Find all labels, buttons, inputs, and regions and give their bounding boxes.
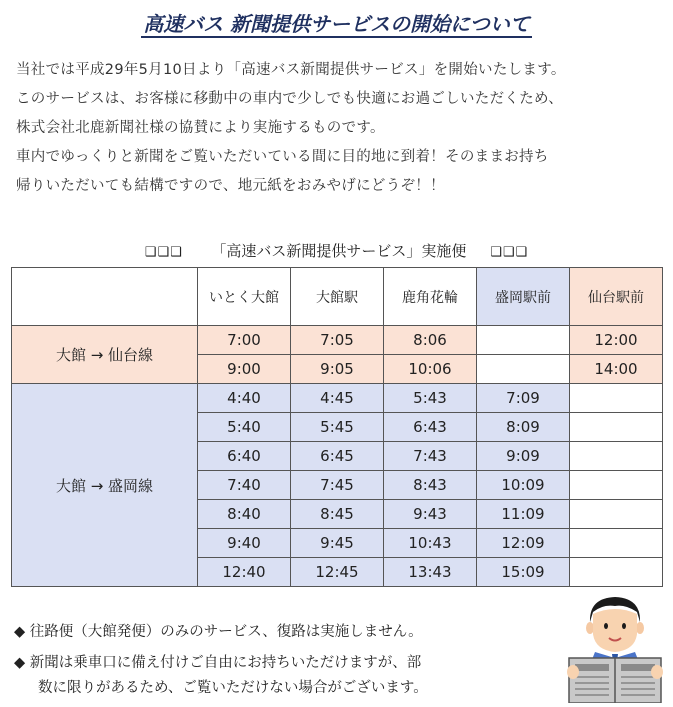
time-cell: 13:43 xyxy=(384,558,477,587)
note-text: 往路便（大館発便）のみのサービス、復路は実施しません。 xyxy=(29,624,423,640)
time-cell: 9:09 xyxy=(477,442,570,471)
time-cell xyxy=(570,471,663,500)
intro-line: 帰りいただいても結構ですので、地元紙をおみやげにどうぞ！！ xyxy=(16,178,445,194)
intro-line: このサービスは、お客様に移動中の車内で少しでも快適にお過ごしいただくため、 xyxy=(16,91,564,107)
intro-line: 当社では平成29年5月10日より「高速バス新聞提供サービス」を開始いたします。 xyxy=(16,62,566,78)
stop-header: 大館駅 xyxy=(291,268,384,326)
timetable xyxy=(11,267,663,587)
table-row xyxy=(12,326,663,355)
time-cell: 8:40 xyxy=(198,500,291,529)
stop-header: 盛岡駅前 xyxy=(477,268,570,326)
time-cell: 7:43 xyxy=(384,442,477,471)
time-cell xyxy=(570,529,663,558)
intro-line: 株式会社北鹿新聞社様の協賛により実施するものです。 xyxy=(16,120,385,136)
time-cell: 11:09 xyxy=(477,500,570,529)
time-cell: 14:00 xyxy=(570,355,663,384)
time-cell: 8:45 xyxy=(291,500,384,529)
header-row xyxy=(12,268,663,326)
time-cell: 7:05 xyxy=(291,326,384,355)
note-item xyxy=(14,620,514,645)
time-cell xyxy=(477,355,570,384)
time-cell: 7:00 xyxy=(198,326,291,355)
time-cell: 5:43 xyxy=(384,384,477,413)
time-cell: 9:45 xyxy=(291,529,384,558)
time-cell: 10:43 xyxy=(384,529,477,558)
time-cell: 9:40 xyxy=(198,529,291,558)
time-cell: 12:40 xyxy=(198,558,291,587)
schedule-heading xyxy=(0,240,673,261)
page-title: 高速バス 新聞提供サービスの開始について xyxy=(143,12,530,36)
time-cell: 7:45 xyxy=(291,471,384,500)
time-cell: 4:40 xyxy=(198,384,291,413)
route-label-sendai: 大館 → 仙台線 xyxy=(12,326,198,384)
time-cell: 8:09 xyxy=(477,413,570,442)
time-cell: 8:06 xyxy=(384,326,477,355)
time-cell: 15:09 xyxy=(477,558,570,587)
stop-header: いとく大館 xyxy=(198,268,291,326)
time-cell: 12:45 xyxy=(291,558,384,587)
time-cell: 9:05 xyxy=(291,355,384,384)
time-cell: 7:40 xyxy=(198,471,291,500)
route-label-morioka: 大館 → 盛岡線 xyxy=(12,384,198,587)
note-text: 新聞は乗車口に備え付けご自由にお持ちいただけますが、部 xyxy=(29,655,422,671)
time-cell xyxy=(570,442,663,471)
time-cell: 5:40 xyxy=(198,413,291,442)
time-cell: 6:45 xyxy=(291,442,384,471)
time-cell: 9:00 xyxy=(198,355,291,384)
box-bullets-right: ❑❑❑ xyxy=(490,245,529,260)
time-cell xyxy=(477,326,570,355)
time-cell xyxy=(570,413,663,442)
diamond-bullet-icon: ◆ xyxy=(14,624,26,640)
intro-text xyxy=(16,56,666,201)
time-cell: 6:40 xyxy=(198,442,291,471)
time-cell: 10:09 xyxy=(477,471,570,500)
time-cell: 10:06 xyxy=(384,355,477,384)
time-cell: 8:43 xyxy=(384,471,477,500)
note-item xyxy=(14,651,514,701)
stop-header: 鹿角花輪 xyxy=(384,268,477,326)
time-cell xyxy=(570,384,663,413)
time-cell: 12:09 xyxy=(477,529,570,558)
note-text-continued: 数に限りがあるため、ご覧いただけない場合がございます。 xyxy=(38,680,428,696)
notes xyxy=(14,620,514,707)
time-cell: 6:43 xyxy=(384,413,477,442)
time-cell: 9:43 xyxy=(384,500,477,529)
man-reading-newspaper-icon xyxy=(565,592,665,703)
schedule-title: 「高速バス新聞提供サービス」実施便 xyxy=(211,242,467,260)
stop-header: 仙台駅前 xyxy=(570,268,663,326)
time-cell: 4:45 xyxy=(291,384,384,413)
time-cell xyxy=(570,558,663,587)
diamond-bullet-icon: ◆ xyxy=(14,655,26,671)
table-row xyxy=(12,384,663,413)
corner-cell xyxy=(12,268,198,326)
time-cell: 7:09 xyxy=(477,384,570,413)
intro-line: 車内でゆっくりと新聞をご覧いただいている間に目的地に到着！そのままお持ち xyxy=(16,149,549,165)
box-bullets-left: ❑❑❑ xyxy=(144,245,183,260)
time-cell: 12:00 xyxy=(570,326,663,355)
time-cell xyxy=(570,500,663,529)
time-cell: 5:45 xyxy=(291,413,384,442)
